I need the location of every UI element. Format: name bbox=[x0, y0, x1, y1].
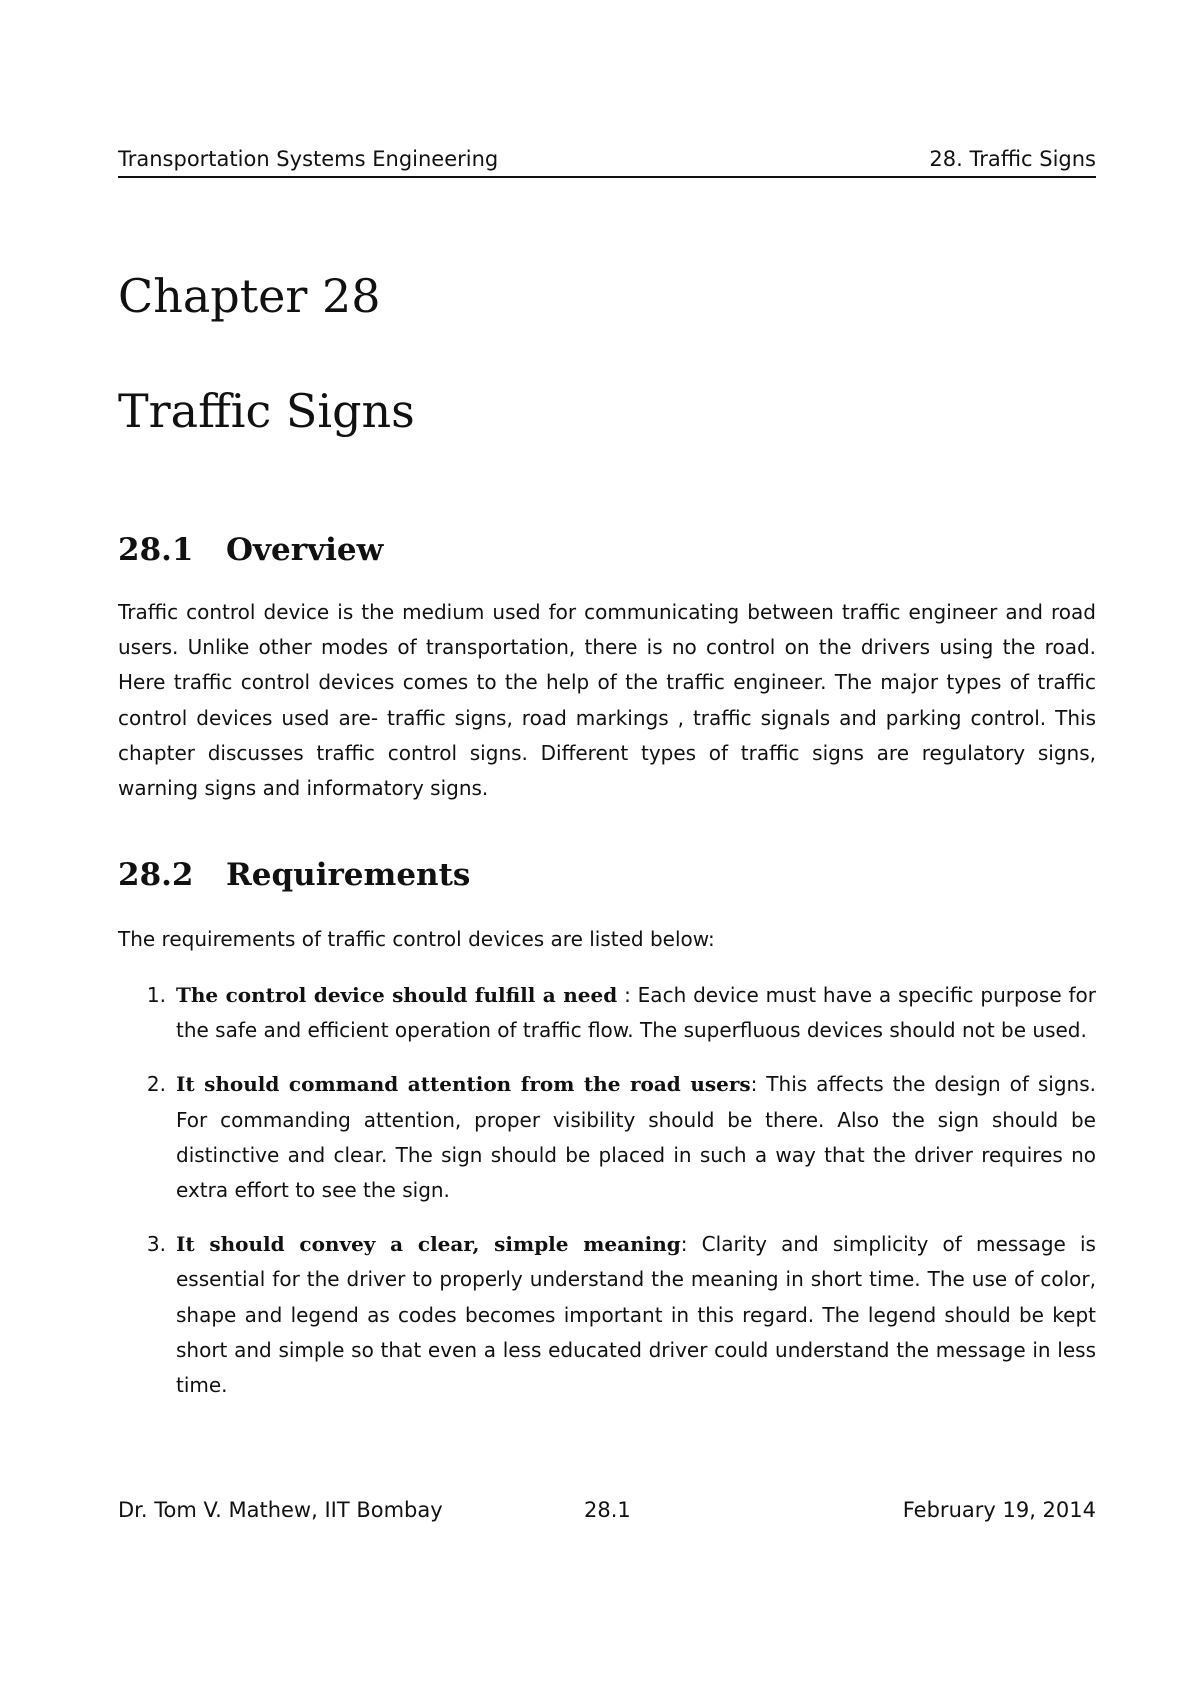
list-item bbox=[118, 978, 1096, 1048]
section-number: 28.1 bbox=[118, 532, 194, 568]
section-title: Overview bbox=[226, 532, 384, 568]
chapter-title: Traffic Signs bbox=[118, 384, 415, 438]
running-header bbox=[118, 146, 1096, 178]
section-title: Requirements bbox=[226, 857, 471, 893]
footer-date: February 19, 2014 bbox=[902, 1498, 1096, 1522]
list-item-body bbox=[176, 1067, 1096, 1208]
chapter-label: Chapter 28 bbox=[118, 269, 381, 323]
document-page bbox=[118, 0, 1096, 1698]
requirements-list bbox=[118, 978, 1096, 1422]
footer-page-number: 28.1 bbox=[584, 1498, 631, 1522]
list-item bbox=[118, 1067, 1096, 1208]
footer-author: Dr. Tom V. Mathew, IIT Bombay bbox=[118, 1498, 443, 1522]
list-item-text: : Clarity and simplicity of message is essential for the driver to properly understand the meaning in short time. The use of color, shape and legend as codes becomes important in this regard. The legend should be kept short and simple so that even a less educated driver could understand the message in less time. bbox=[176, 1232, 1096, 1398]
section-heading-overview bbox=[118, 530, 383, 570]
requirements-intro: The requirements of traffic control devices are listed below: bbox=[118, 927, 715, 951]
list-item-number: 1. bbox=[146, 983, 166, 1007]
header-book-title: Transportation Systems Engineering bbox=[118, 147, 499, 171]
section-heading-requirements bbox=[118, 855, 470, 895]
header-chapter-title: 28. Traffic Signs bbox=[929, 147, 1096, 171]
section-number: 28.2 bbox=[118, 857, 194, 893]
list-item-title: It should command attention from the road users bbox=[176, 1072, 751, 1097]
list-item-text: : This affects the design of signs. For commanding attention, proper visibility should be there. Also the sign should be distinctive and clear. The sign should be placed in such a way that the driver requires no extra effort to see the sign. bbox=[176, 1072, 1096, 1203]
list-item bbox=[118, 1227, 1096, 1403]
overview-paragraph: Traffic control device is the medium used for communicating between traffic engineer and road users. Unlike other modes of transportation, there is no control on the drivers using the road. Here traffic control devices comes to the help of the traffic engineer. The major types of traffic control devices used are- traffic signs, road markings , traffic signals and parking control. This chapter discusses traffic control signs. Different types of traffic signs are regulatory signs, warning signs and informatory signs. bbox=[118, 600, 1096, 801]
list-item-text: : Each device must have a specific purpose for the safe and efficient operation of traffic flow. The superfluous devices should not be used. bbox=[176, 983, 1097, 1043]
list-item-body bbox=[176, 978, 1096, 1048]
list-item-title: The control device should fulfill a need bbox=[176, 983, 618, 1007]
list-item-body bbox=[176, 1227, 1096, 1403]
list-item-title: It should convey a clear, simple meaning bbox=[176, 1232, 681, 1257]
list-item-number: 2. bbox=[146, 1072, 166, 1097]
list-item-number: 3. bbox=[146, 1232, 166, 1257]
